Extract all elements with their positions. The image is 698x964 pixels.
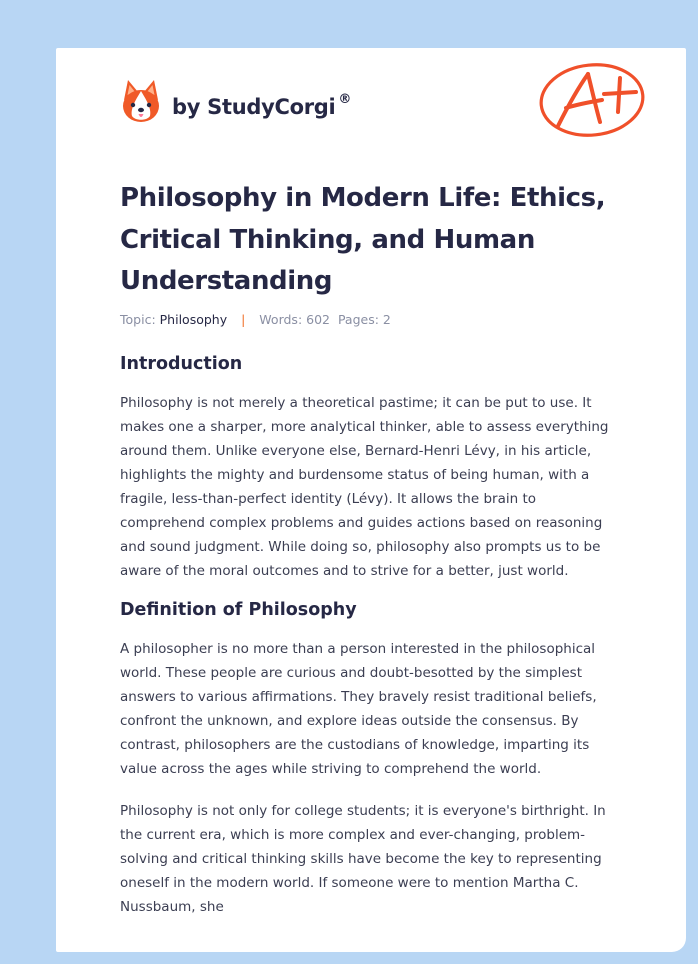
paragraph-definition-2: Philosophy is not only for college students; it is everyone's birthright. In the current era, which is more complex and ever-changing, problem-solving and critical thinking skills have become the key to representing oneself in the modern world. If someone were to mention Martha C. Nussbaum, she [120, 803, 606, 915]
brand[interactable] [120, 76, 351, 126]
registered-mark: ® [338, 92, 352, 107]
section-heading-definition: Definition of Philosophy [120, 600, 357, 620]
page-count: Pages: 2 [337, 312, 391, 327]
brand-name: by StudyCorgi [172, 95, 336, 119]
document-meta [120, 312, 391, 327]
meta-separator: | [241, 312, 246, 327]
document-card [56, 48, 686, 952]
document-title: Philosophy in Modern Life: Ethics, Critical Thinking, and Human Understanding [120, 183, 606, 296]
paragraph-definition-1: A philosopher is no more than a person interested in the philosophical world. These people are curious and doubt-besotted by the simplest answers to various affirmations. They bravely resist traditional beliefs, confront the unknown, and explore ideas outside the consensus. By contrast, philosophers are the custodians of knowledge, imparting its value across the ages while striving to comprehend the world. [120, 641, 597, 777]
section-heading-introduction: Introduction [120, 354, 243, 374]
a-plus-grade-icon [538, 60, 648, 140]
topic-link[interactable]: Philosophy [159, 312, 228, 327]
word-count: Words: 602 [259, 312, 330, 327]
corgi-icon [120, 78, 162, 124]
paragraph-introduction: Philosophy is not merely a theoretical pastime; it can be put to use. It makes one a sharper, more analytical thinker, able to assess everything around them. Unlike everyone else, Bernard-Henri Lévy, in his article, highlights the mighty and burdensome status of being human, with a fragile, less-than-perfect identity (Lévy). It allows the brain to comprehend complex problems and guides actions based on reasoning and sound judgment. While doing so, philosophy also prompts us to be aware of the moral outcomes and to strive for a better, just world. [120, 395, 609, 579]
topic-label: Topic: [120, 312, 156, 327]
